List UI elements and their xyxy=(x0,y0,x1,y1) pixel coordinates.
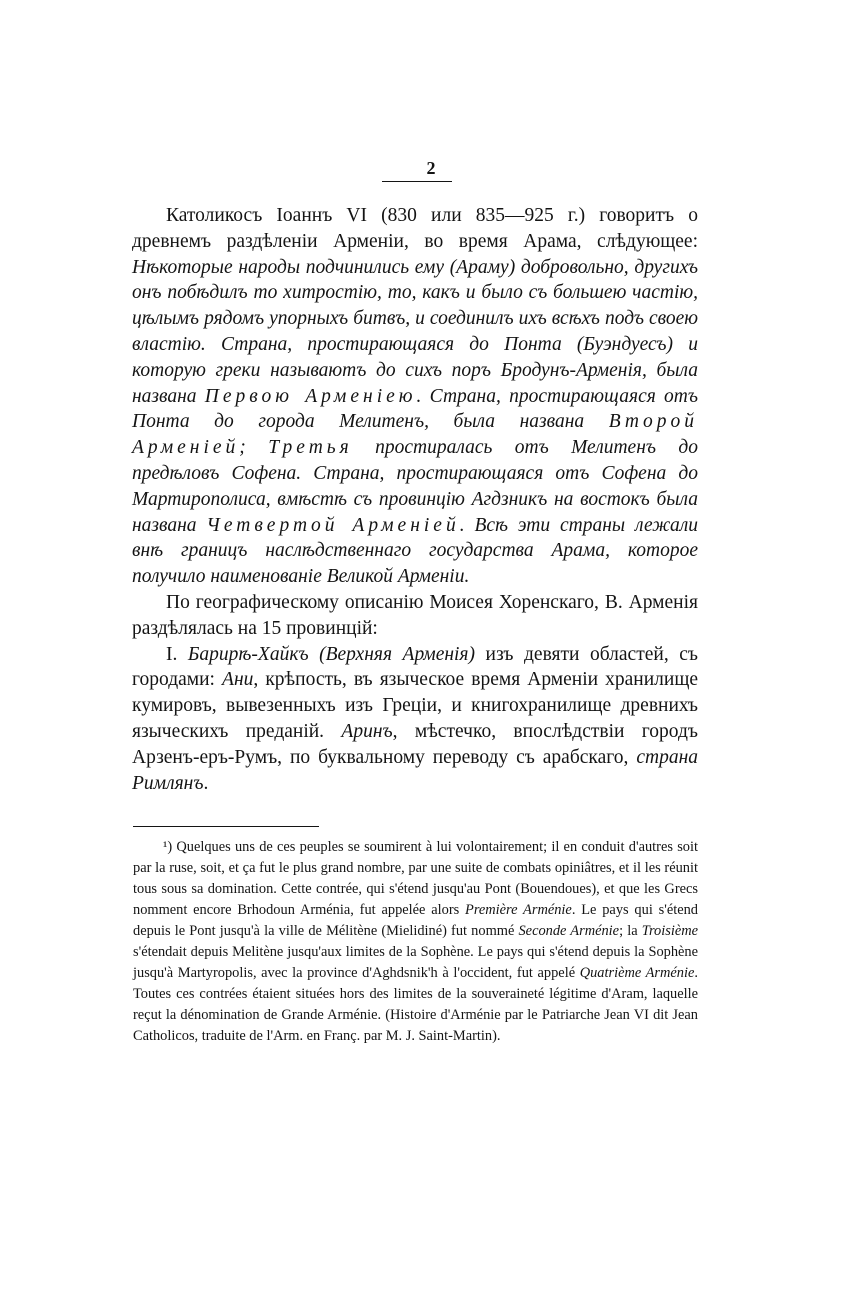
paragraph-province-1 xyxy=(132,642,698,797)
land-of-romans: страна Римлянъ xyxy=(132,746,698,794)
quote-text: Нѣкоторые народы подчинились ему (Араму) добровольно, другихъ онъ побѣдилъ то хитростію, то, какъ и было съ большею частію, цѣлымъ рядомъ упорныхъ битвъ, и соединилъ ихъ всѣхъ подъ своею властію. Страна, простирающаяся до Понта (Буэндуесъ) и которую греки называютъ до сихъ поръ Бродунъ-Арменія, была названа xyxy=(132,256,698,407)
city-ani: Ани xyxy=(222,669,254,691)
paragraph-khorenatsi: По географическому описанію Моисея Хоренскаго, В. Арменія раздѣлялась на 15 провинцій: xyxy=(132,591,698,639)
main-text xyxy=(132,203,698,796)
footnote-text xyxy=(133,837,698,1047)
paragraph-katholikos xyxy=(132,203,698,590)
footnote xyxy=(133,837,698,1047)
intro-text: Католикосъ Іоаннъ VI (830 или 835—925 г.) говоритъ о древнемъ раздѣленіи Арменіи, во время Арама, слѣдующее: xyxy=(132,205,698,252)
footnote-part: s'étendait depuis Melitène jusqu'aux limites de la Sophène. Le pays qui s'étend depuis la Sophène jusqu'à Martyropolis, avec la province d'Aghdsnik'h à l'occident, fut appelé xyxy=(133,944,698,981)
province-text: изъ девяти областей, съ городами: xyxy=(132,643,698,691)
arin-text: , мѣстечко, впослѣдствіи городъ Арзенъ-еръ-Румъ, по буквальному переводу съ арабскаго, xyxy=(132,720,698,768)
second-armenia: Второй Арменіей xyxy=(132,411,698,459)
first-armenia: Первою Арменіею xyxy=(204,385,417,407)
ani-text: , крѣпость, въ языческое время Арменіи хранилище кумировъ, вывезенныхъ изъ Греціи, и книгохранилище древнихъ языческихъ преданій. xyxy=(132,669,698,742)
footnote-part: . Toutes ces contrées étaient situées hors des limites de la souveraineté légitime d'Aram, laquelle reçut la dénomination de Grande Arménie. (Histoire d'Arménie par le Patriarche Jean VI dit Jean Catholicos, traduite de l'Arm. en Franç. par M. J. Saint-Martin). xyxy=(133,965,698,1044)
footnote-second-armenia: Seconde Arménie xyxy=(518,923,620,939)
quote-text-2: . Страна, простирающаяся отъ Понта до города Мелитенъ, была названа xyxy=(132,385,698,433)
third-armenia: Третья xyxy=(268,437,353,459)
quote-sep: ; xyxy=(239,437,269,459)
quote-text-3: простиралась отъ Мелитенъ до предѣловъ Софена. Страна, простирающаяся отъ Софена до Мартирополиса, вмѣстѣ съ провинцію Агдзникъ на востокъ была названа xyxy=(132,437,699,536)
province-number: I. xyxy=(166,643,188,665)
footnote-rule xyxy=(133,826,319,827)
city-arin: Аринъ xyxy=(341,720,393,742)
page-number: 2 xyxy=(426,158,436,178)
footnote-part: ; la xyxy=(619,923,642,939)
footnote-fourth-armenia: Quatrième Arménie xyxy=(579,965,695,981)
footnote-third-armenia: Troisième xyxy=(641,923,698,939)
footnote-part: . Le pays qui s'étend depuis le Pont jusqu'à la ville de Mélitène (Mielidiné) fut nommé xyxy=(133,902,698,939)
fourth-armenia: Четвертой Арменіей xyxy=(206,514,460,536)
province-name: Барирѣ-Хайкъ (Верхняя Арменія) xyxy=(187,643,475,665)
footnote-first-armenia: Première Arménie xyxy=(465,902,572,918)
quote-text-4: . Всѣ эти страны лежали внѣ границъ наслѣдственнаго государства Арама, которое получило наименованіе Великой Арменіи. xyxy=(132,514,698,588)
footnote-part: ¹) Quelques uns de ces peuples se soumirent à lui volontairement; il en conduit d'autres soit par la ruse, soit, et ça fut le plus grand nombre, par une suite de combats opiniâtres, et il les réunit tous sous sa domination. Cette contrée, qui s'étend jusqu'au Pont (Bouendoues), et que les Grecs nomment encore Brhodoun Arménia, fut appelée alors xyxy=(133,839,698,918)
province-end: . xyxy=(203,772,209,794)
page-number-rule xyxy=(382,181,452,182)
